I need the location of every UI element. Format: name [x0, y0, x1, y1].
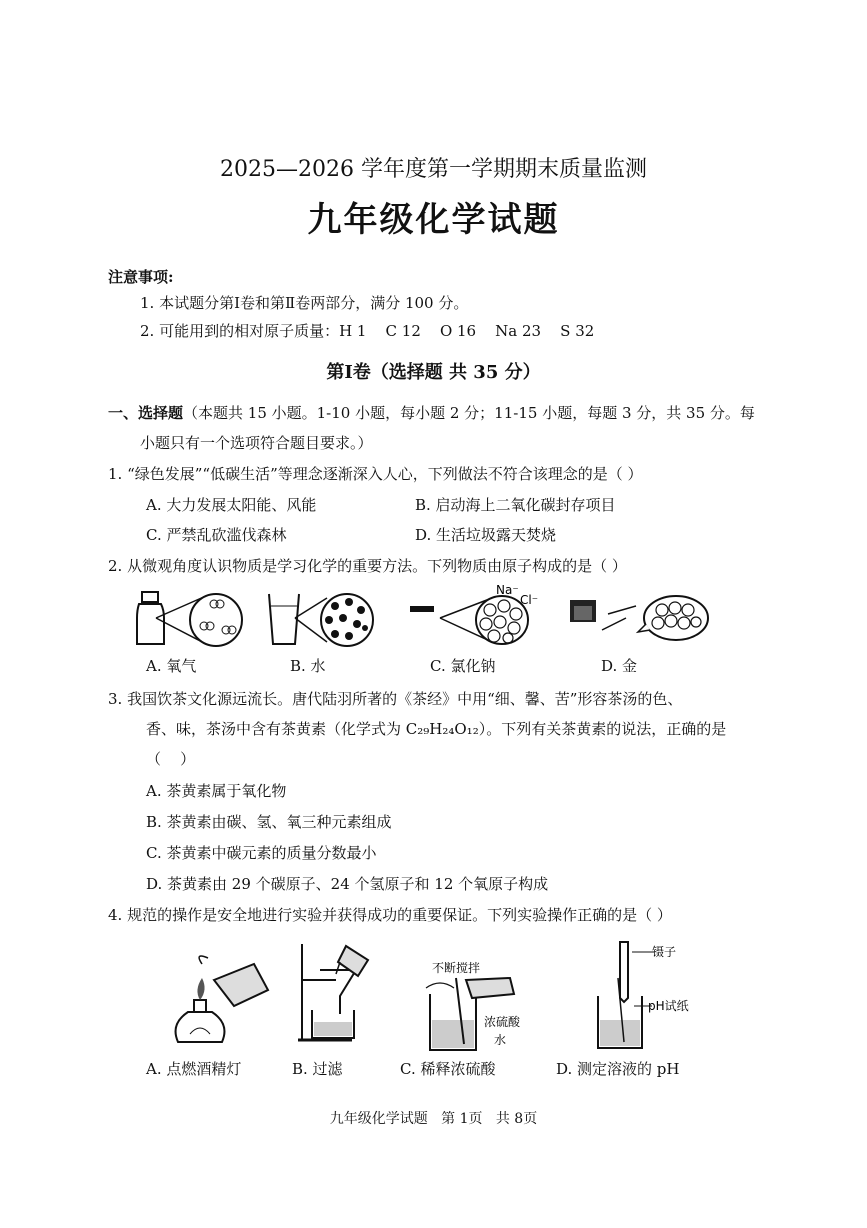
q3-stem-line3: （ ） — [146, 750, 196, 768]
na-label: Na⁻ — [496, 583, 519, 597]
filtration-figure — [292, 940, 392, 1050]
q4-stem: 4. 规范的操作是安全地进行实验并获得成功的重要保证。下列实验操作正确的是（ ） — [108, 906, 672, 924]
part-desc-line1: （本题共 15 小题。1-10 小题，每小题 2 分；11-15 小题，每题 3 分，共 35 分。每 — [183, 404, 755, 422]
q1-stem: 1. “绿色发展”“低碳生活”等理念逐渐深入人心，下列做法不符合该理念的是（ ） — [108, 465, 643, 483]
sodium-chloride-figure — [410, 584, 550, 650]
part-desc-line2: 小题只有一个选项符合题目要求。） — [140, 434, 373, 452]
q2-option-a[interactable]: A. 氧气 — [146, 657, 197, 675]
q3-stem-line1: 3. 我国饮茶文化源远流长。唐代陆羽所著的《茶经》中用“细、馨、苦”形容茶汤的色、 — [108, 690, 683, 708]
q1-option-d[interactable]: D. 生活垃圾露天焚烧 — [415, 526, 557, 544]
page-footer: 九年级化学试题 第 1页 共 8页 — [329, 1111, 538, 1127]
dilute-acid-figure — [420, 958, 560, 1054]
note-item-1: 1. 本试题分第Ⅰ卷和第Ⅱ卷两部分，满分 100 分。 — [140, 294, 469, 312]
q2-option-c[interactable]: C. 氯化钠 — [430, 657, 496, 675]
q1-option-b[interactable]: B. 启动海上二氧化碳封存项目 — [415, 496, 616, 514]
water-label: 水 — [494, 1033, 507, 1047]
q4-option-a[interactable]: A. 点燃酒精灯 — [146, 1060, 242, 1078]
exam-subtitle: 2025—2026 学年度第一学期期末质量监测 — [220, 157, 647, 182]
q3-option-c[interactable]: C. 茶黄素中碳元素的质量分数最小 — [146, 844, 377, 862]
q4-option-b[interactable]: B. 过滤 — [292, 1060, 343, 1078]
q1-option-c[interactable]: C. 严禁乱砍滥伐森林 — [146, 526, 287, 544]
ph-paper-label: pH试纸 — [648, 999, 689, 1013]
water-cup-figure — [265, 588, 385, 650]
notes-heading: 注意事项: — [108, 268, 174, 286]
alcohol-lamp-figure — [168, 950, 278, 1050]
tweezers-label: 镊子 — [652, 945, 677, 959]
ph-test-figure — [590, 938, 730, 1054]
acid-label: 浓硫酸 — [484, 1015, 521, 1029]
q2-option-b[interactable]: B. 水 — [290, 657, 326, 675]
stir-label: 不断搅拌 — [432, 961, 481, 975]
q4-option-c[interactable]: C. 稀释浓硫酸 — [400, 1060, 496, 1078]
q3-option-a[interactable]: A. 茶黄素属于氧化物 — [146, 782, 287, 800]
note-item-2: 2. 可能用到的相对原子质量：H 1 C 12 O 16 Na 23 S 32 — [140, 322, 595, 340]
q3-option-d[interactable]: D. 茶黄素由 29 个碳原子、24 个氢原子和 12 个氧原子构成 — [146, 875, 549, 893]
part-heading: 一、选择题 — [108, 404, 184, 422]
oxygen-bottle-figure — [134, 588, 254, 650]
q3-stem-line2: 香、味，茶汤中含有茶黄素（化学式为 C₂₉H₂₄O₁₂）。下列有关茶黄素的说法，正确的是 — [146, 720, 727, 738]
q3-option-b[interactable]: B. 茶黄素由碳、氢、氧三种元素组成 — [146, 813, 392, 831]
part-one-line1 — [108, 402, 755, 424]
cl-label: Cl⁻ — [520, 593, 539, 607]
gold-figure — [568, 588, 718, 650]
q2-stem: 2. 从微观角度认识物质是学习化学的重要方法。下列物质由原子构成的是（ ） — [108, 557, 627, 575]
q4-option-d[interactable]: D. 测定溶液的 pH — [556, 1060, 680, 1078]
q2-option-d[interactable]: D. 金 — [601, 657, 638, 675]
exam-title: 九年级化学试题 — [307, 200, 560, 240]
q1-option-a[interactable]: A. 大力发展太阳能、风能 — [146, 496, 317, 514]
section-title: 第Ⅰ卷（选择题 共 35 分） — [326, 362, 541, 383]
